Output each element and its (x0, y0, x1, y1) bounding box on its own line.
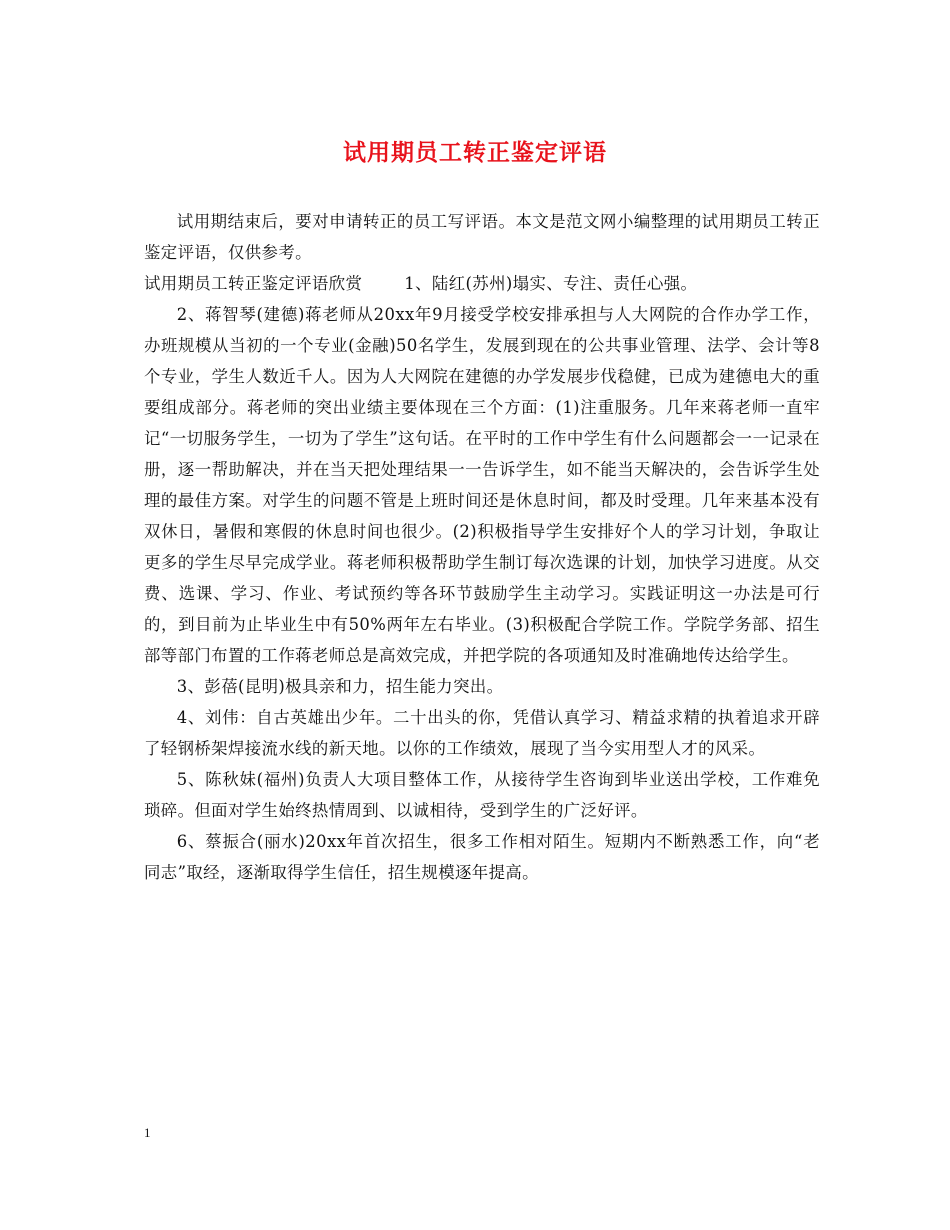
item-6: 6、蔡振合(丽水)20xx年首次招生，很多工作相对陌生。短期内不断熟悉工作，向“老同志”取经，逐渐取得学生信任，招生规模逐年提高。 (144, 832, 820, 882)
page-number: 1 (144, 1125, 151, 1140)
item-1: 1、陆红(苏州)塌实、专注、责任心强。 (404, 274, 698, 293)
item-3: 3、彭蓓(昆明)极具亲和力，招生能力突出。 (176, 677, 504, 696)
document-title: 试用期员工转正鉴定评语 (343, 139, 607, 166)
intro-paragraph: 试用期结束后，要对申请转正的员工写评语。本文是范文网小编整理的试用期员工转正鉴定评语，仅供参考。 (144, 212, 820, 262)
item-2: 2、蒋智琴(建德)蒋老师从20xx年9月接受学校安排承担与人大网院的合作办学工作，办班规模从当初的一个专业(金融)50名学生，发展到现在的公共事业管理、法学、会计等8个专业，学生人数近千人。因为人大网院在建德的办学发展步伐稳健，已成为建德电大的重要组成部分。蒋老师的突出业绩主要体现在三个方面：(1)注重服务。几年来蒋老师一直牢记“一切服务学生，一切为了学生”这句话。在平时的工作中学生有什么问题都会一一记录在册，逐一帮助解决，并在当天把处理结果一一告诉学生，如不能当天解决的，会告诉学生处理的最佳方案。对学生的问题不管是上班时间还是休息时间，都及时受理。几年来基本没有双休日，暑假和寒假的休息时间也很少。(2)积极指导学生安排好个人的学习计划，争取让更多的学生尽早完成学业。蒋老师积极帮助学生制订每次选课的计划，加快学习进度。从交费、选课、学习、作业、考试预约等各环节鼓励学生主动学习。实践证明这一办法是可行的，到目前为止毕业生中有50%两年左右毕业。(3)积极配合学院工作。学院学务部、招生部等部门布置的工作蒋老师总是高效完成，并把学院的各项通知及时准确地传达给学生。 (144, 305, 820, 665)
item-5: 5、陈秋妹(福州)负责人大项目整体工作，从接待学生咨询到毕业送出学校，工作难免琐碎。但面对学生始终热情周到、以诚相待，受到学生的广泛好评。 (144, 770, 820, 820)
section-heading-line (144, 268, 820, 299)
item-4: 4、刘伟：自古英雄出少年。二十出头的你，凭借认真学习、精益求精的执着追求开辟了轻钢桥架焊接流水线的新天地。以你的工作绩效，展现了当今实用型人才的风采。 (144, 708, 820, 758)
document-body (144, 206, 820, 888)
section-heading: 试用期员工转正鉴定评语欣赏 (144, 274, 363, 293)
